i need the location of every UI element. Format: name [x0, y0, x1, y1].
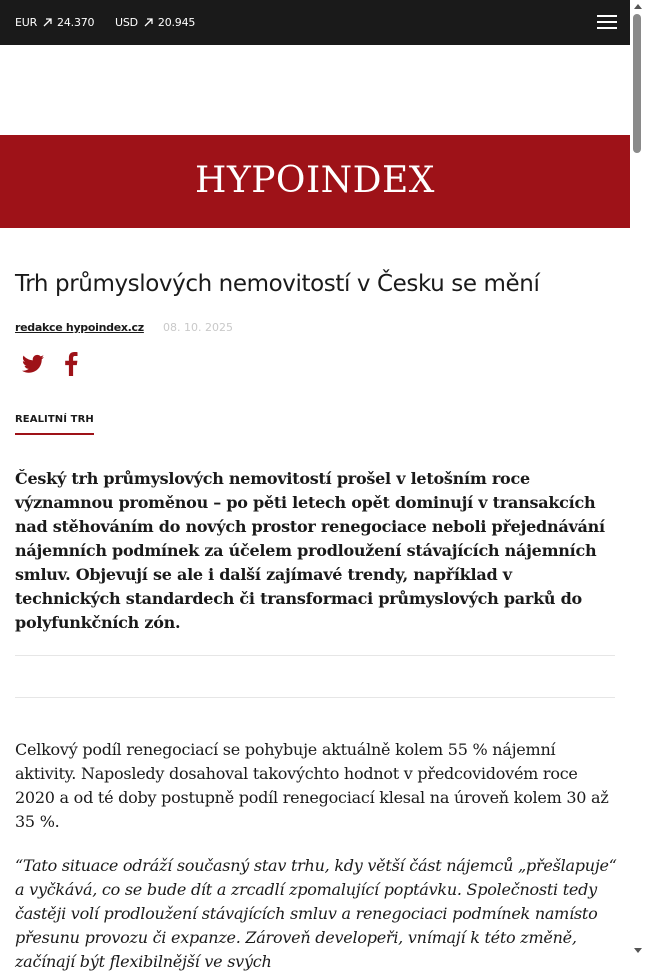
currency-value: 24.370	[57, 16, 95, 29]
facebook-icon[interactable]	[64, 352, 78, 376]
twitter-icon[interactable]	[22, 354, 44, 374]
article-paragraph: Celkový podíl renegociací se pohybuje aktuálně kolem 55 % nájemní aktivity. Naposledy dosahoval takovýchto hodnot v předcovidovém roce 2020 a od té doby postupně podíl renegociací klesal na úroveň kolem 30 až 35 %.	[15, 740, 609, 831]
scroll-thumb[interactable]	[633, 14, 641, 153]
rate-usd[interactable]	[115, 16, 195, 29]
currency-bar	[0, 0, 630, 45]
up-right-arrow-icon	[144, 18, 153, 27]
ad-space	[0, 45, 630, 135]
article-perex: Český trh průmyslových nemovitostí prošel v letošním roce významnou proměnou – po pěti letech opět dominují v transakcích nad stěhováním do nových prostor renegociace neboli přejednávání nájemních podmínek za účelem prodloužení stávajících nájemních smluv. Objevují se ale i další zajímavé trendy, například v technických standardech či transformaci průmyslových parků do polyfunkčních zón.	[15, 469, 605, 632]
currency-value: 20.945	[157, 16, 196, 29]
site-logo[interactable]: HYPOINDEX	[195, 160, 435, 201]
brand-header	[0, 135, 630, 228]
publish-date: 08. 10. 2025	[163, 321, 233, 334]
currency-code: USD	[115, 16, 138, 29]
scroll-down-arrow-icon[interactable]	[634, 948, 642, 953]
author-link[interactable]: redakce hypoindex.cz	[15, 321, 144, 334]
scroll-up-arrow-icon[interactable]	[634, 4, 642, 9]
article-title: Trh průmyslových nemovitostí v Česku se mění	[15, 271, 540, 297]
article-meta	[15, 321, 233, 334]
up-right-arrow-icon	[43, 18, 52, 27]
article-quote: “Tato situace odráží současný stav trhu, kdy větší část nájemců „přešlapuje“ a vyčkává, co se bude dít a zrcadlí zpomalující poptávku. Společnosti tedy častěji volí prodloužení stávajících smluv a renegociaci podmínek namísto přesunu provozu či expanze. Zároveň developeři, vnímají k této změně, začínají být flexibilnější ve svých	[15, 856, 617, 971]
hamburger-menu-icon[interactable]	[597, 13, 617, 31]
category-tag[interactable]: REALITNÍ TRH	[15, 414, 94, 435]
divider	[15, 655, 615, 656]
currency-code: EUR	[15, 16, 38, 29]
page-scrollbar[interactable]	[630, 0, 645, 961]
divider	[15, 697, 615, 698]
rate-eur[interactable]	[15, 16, 94, 29]
